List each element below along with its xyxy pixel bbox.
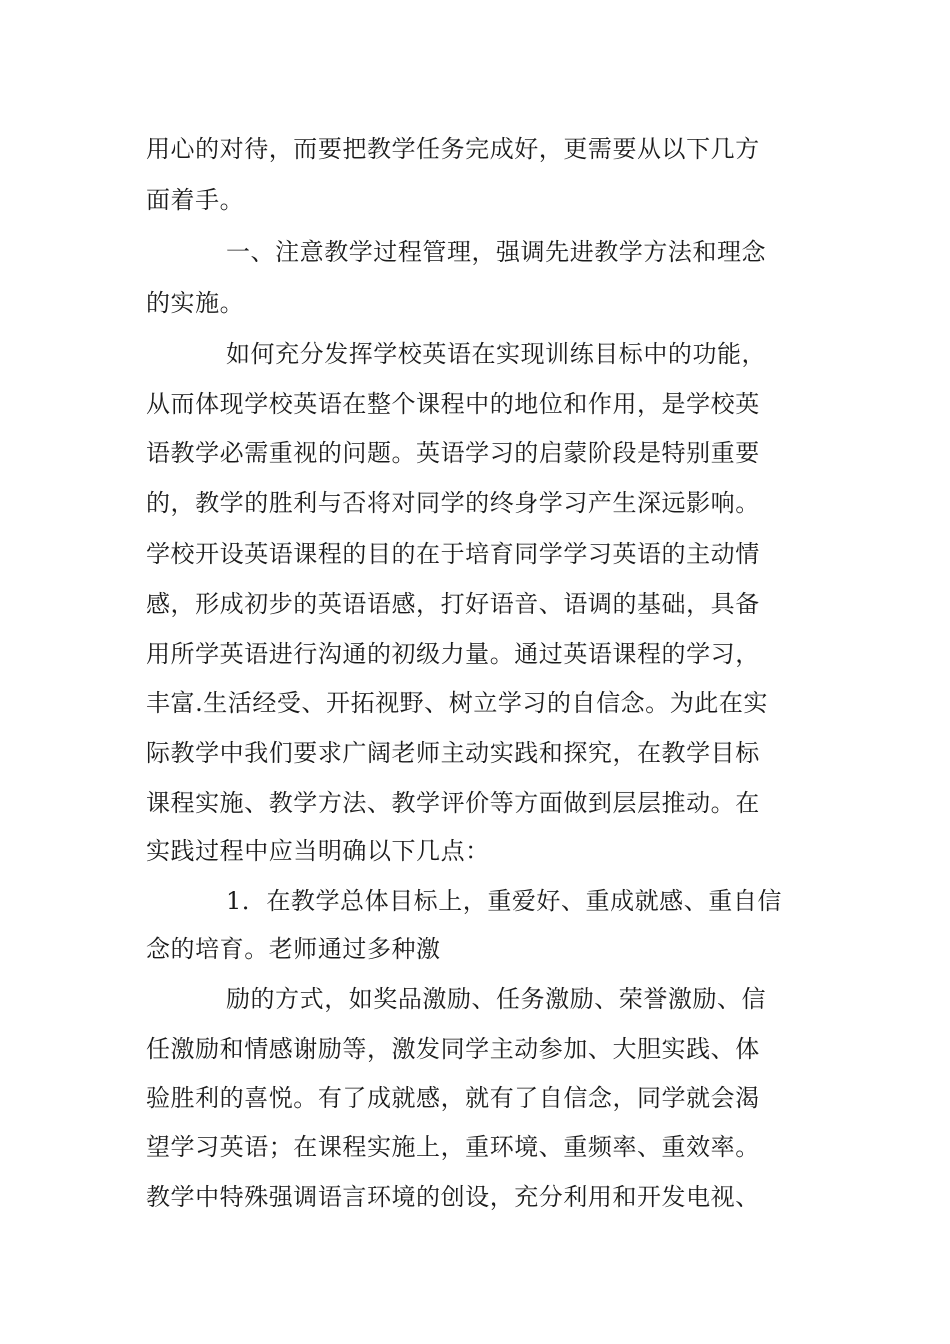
text-line: 实践过程中应当明确以下几点： xyxy=(146,837,490,865)
text-line: 教学中特殊强调语言环境的创设，充分利用和开发电视、 xyxy=(146,1183,760,1211)
section-heading-continued: 的实施。 xyxy=(146,289,245,317)
list-item-1: 1．在教学总体目标上，重爱好、重成就感、重自信 xyxy=(226,887,782,915)
text-line: 语教学必需重视的问题。英语学习的启蒙阶段是特别重要 xyxy=(146,439,760,467)
paragraph-start: 励的方式，如奖品激励、任务激励、荣誉激励、信 xyxy=(226,985,767,1013)
text-line: 感，形成初步的英语语感，打好语音、语调的基础，具备 xyxy=(146,590,760,618)
text-line: 用所学英语进行沟通的初级力量。通过英语课程的学习， xyxy=(146,640,760,668)
text-line: 望学习英语；在课程实施上，重环境、重频率、重效率。 xyxy=(146,1133,760,1161)
text-line: 课程实施、教学方法、教学评价等方面做到层层推动。在 xyxy=(146,789,760,817)
text-line: 学校开设英语课程的目的在于培育同学学习英语的主动情 xyxy=(146,540,760,568)
text-line: 际教学中我们要求广阔老师主动实践和探究，在教学目标 xyxy=(146,739,760,767)
section-heading: 一、注意教学过程管理，强调先进教学方法和理念 xyxy=(226,238,767,266)
paragraph-start: 如何充分发挥学校英语在实现训练目标中的功能， xyxy=(226,340,767,368)
text-line: 念的培育。老师通过多种激 xyxy=(146,935,441,963)
text-line: 任激励和情感谢励等，激发同学主动参加、大胆实践、体 xyxy=(146,1035,760,1063)
text-line: 从而体现学校英语在整个课程中的地位和作用，是学校英 xyxy=(146,390,760,418)
text-line: 用心的对待，而要把教学任务完成好，更需要从以下几方 xyxy=(146,135,760,163)
text-line: 丰富.生活经受、开拓视野、树立学习的自信念。为此在实 xyxy=(146,689,768,717)
text-line: 面着手。 xyxy=(146,186,245,214)
text-line: 的，教学的胜利与否将对同学的终身学习产生深远影响。 xyxy=(146,489,760,517)
text-line: 验胜利的喜悦。有了成就感，就有了自信念，同学就会渴 xyxy=(146,1084,760,1112)
